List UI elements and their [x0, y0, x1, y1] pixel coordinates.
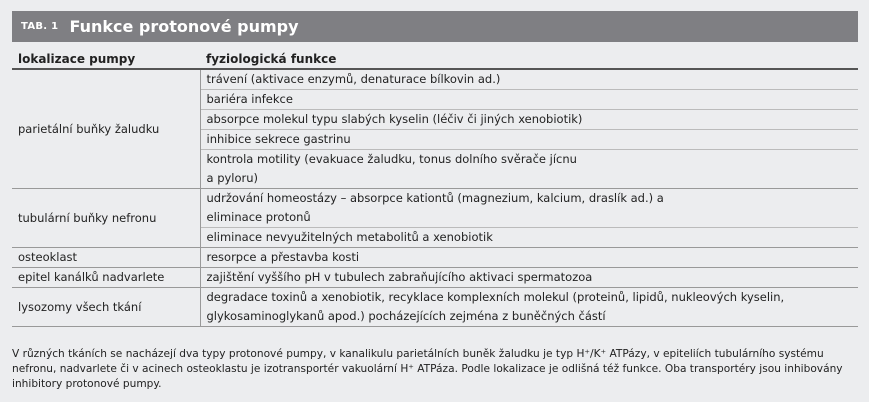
location-cell: tubulární buňky nefronu	[12, 189, 200, 248]
function-cell: resorpce a přestavba kosti	[200, 248, 858, 268]
function-cell: trávení (aktivace enzymů, denaturace bílkovin ad.)	[200, 69, 858, 90]
function-cell: inhibice sekrece gastrinu	[200, 130, 858, 150]
function-cell: eliminace nevyužitelných metabolitů a xenobiotik	[200, 228, 858, 248]
location-cell: parietální buňky žaludku	[12, 69, 200, 189]
header-row	[12, 50, 858, 69]
column-header-location: lokalizace pumpy	[12, 50, 200, 69]
function-cell: degradace toxinů a xenobiotik, recyklace komplexních molekul (proteinů, lipidů, nukleových kyselin, glykosaminoglykanů apod.) pocházejících zejména z buněčných částí	[200, 288, 858, 327]
column-header-function: fyziologická funkce	[200, 50, 858, 69]
function-cell: bariéra infekce	[200, 90, 858, 110]
table-row	[12, 69, 858, 90]
table-row	[12, 288, 858, 327]
function-cell: kontrola motility (evakuace žaludku, tonus dolního svěrače jícnu a pyloru)	[200, 150, 858, 189]
function-cell: zajištění vyššího pH v tubulech zabraňujícího aktivaci spermatozoa	[200, 268, 858, 288]
table-row	[12, 268, 858, 288]
table-title-bar	[12, 11, 858, 42]
location-cell: osteoklast	[12, 248, 200, 268]
function-cell: udržování homeostázy – absorpce kationtů (magnezium, kalcium, draslík ad.) a eliminace protonů	[200, 189, 858, 228]
location-cell: epitel kanálků nadvarlete	[12, 268, 200, 288]
table-footnote: V různých tkáních se nacházejí dva typy protonové pumpy, v kanalikulu parietálních buněk žaludku je typ H⁺/K⁺ ATPázy, v epiteliích tubulárního systému nefronu, nadvarlete či v acinech osteoklastu je izotransportér vakuolární H⁺ ATPáza. Podle lokalizace je odlišná též funkce. Oba transportéry jsou inhibovány inhibitory protonové pumpy.	[12, 348, 843, 390]
proton-pump-table	[12, 50, 858, 327]
location-cell: lysozomy všech tkání	[12, 288, 200, 327]
table-title: Funkce protonové pumpy	[69, 17, 299, 36]
function-cell: absorpce molekul typu slabých kyselin (léčiv či jiných xenobiotik)	[200, 110, 858, 130]
table-row	[12, 248, 858, 268]
table-row	[12, 189, 858, 228]
table-number: TAB. 1	[21, 21, 59, 32]
